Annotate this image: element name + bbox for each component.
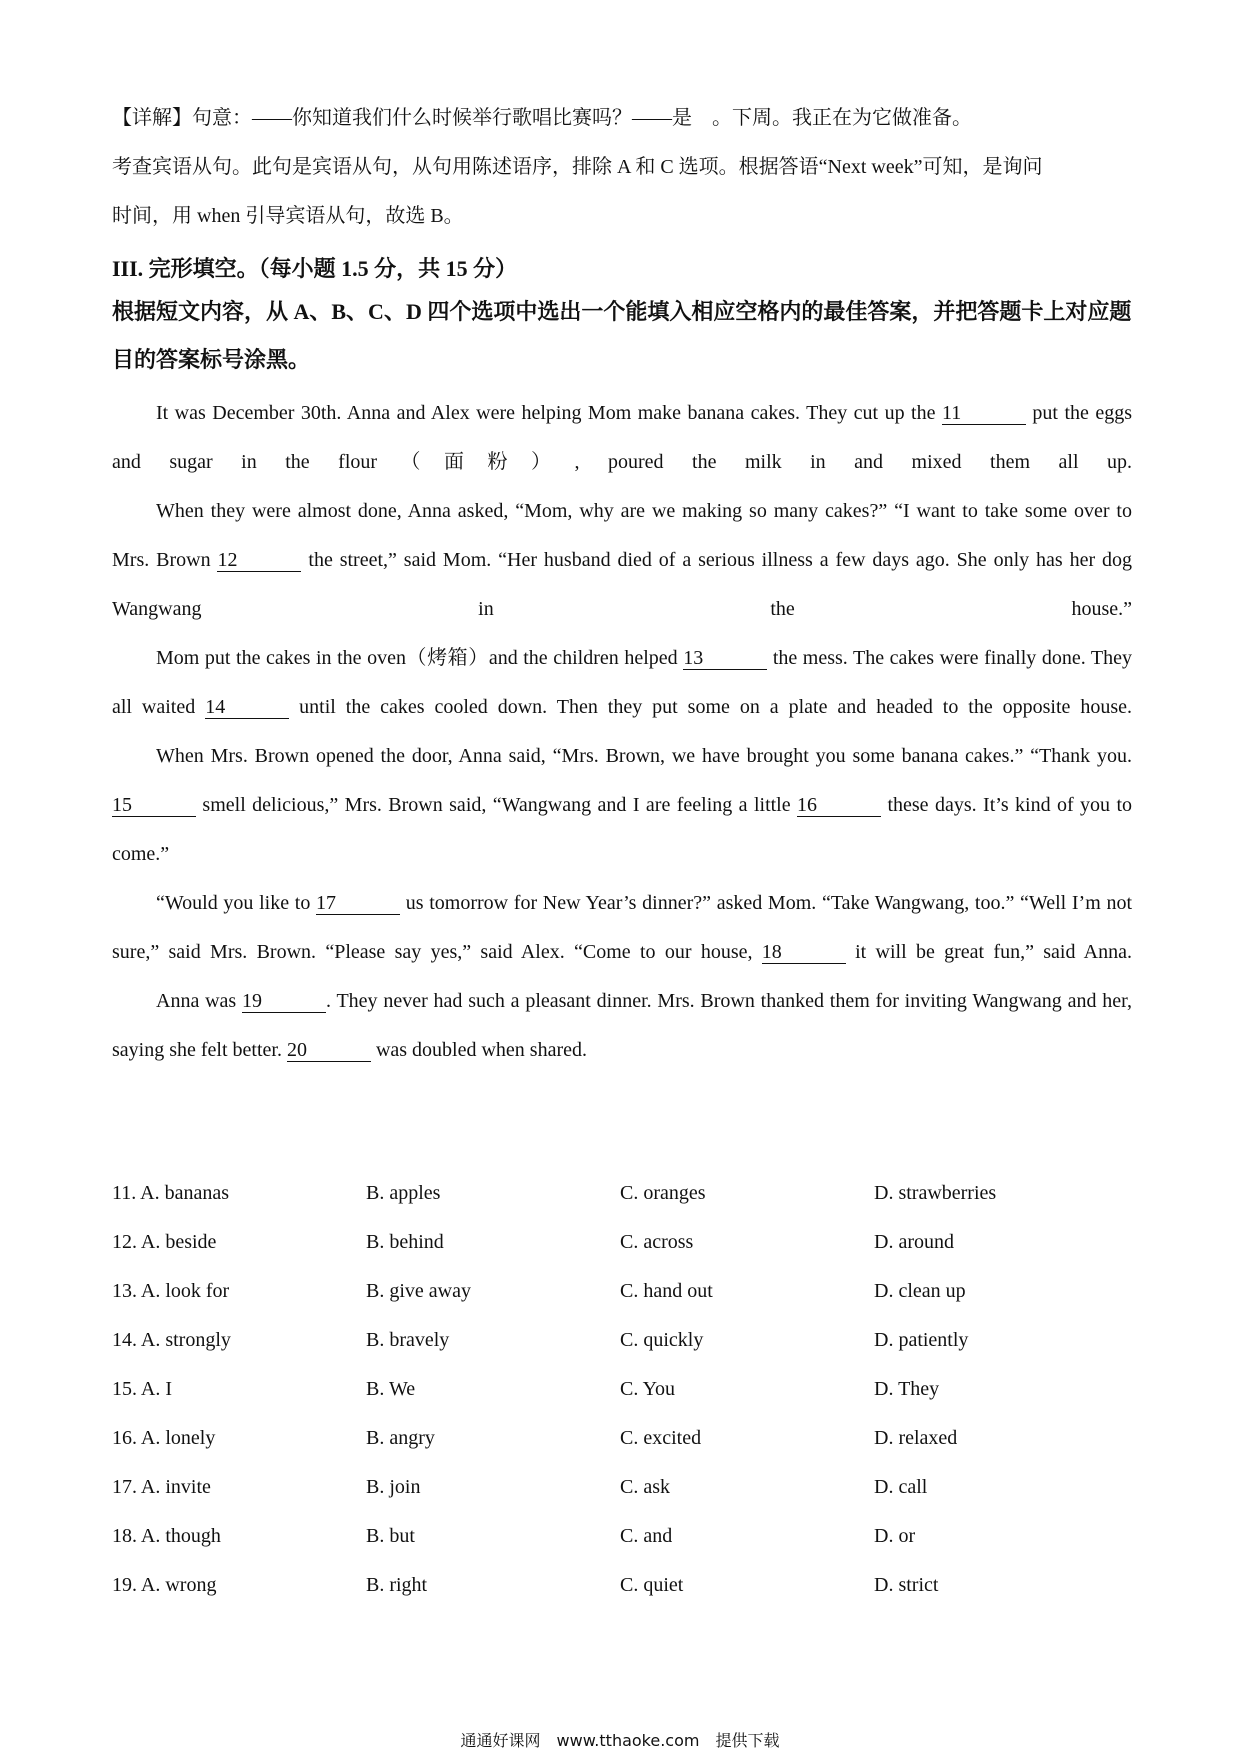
passage-paragraph-6 [112, 977, 1132, 1075]
passage-paragraph-4 [112, 732, 1132, 879]
option-b: B. bravely [366, 1329, 450, 1351]
option-d: D. relaxed [874, 1427, 958, 1449]
option-b: B. We [366, 1378, 416, 1400]
blank-14: 14 [205, 696, 289, 719]
passage-paragraph-2 [112, 487, 1132, 634]
blank-20: 20 [287, 1039, 371, 1062]
option-c: C. ask [620, 1476, 670, 1498]
section-heading: III. 完形填空。（每小题 1.5 分，共 15 分） [112, 256, 518, 281]
option-row-16 [112, 1427, 1132, 1457]
passage-text: the street,” said Mom. “Her husband died of a serious illness a few days ago. She only has her dog Wangwang in the house.” [112, 549, 1133, 620]
option-c: C. quiet [620, 1574, 684, 1596]
option-c: C. You [620, 1378, 676, 1400]
passage-text: until the cakes cooled down. Then they put some on a plate and headed to the opposite house. [299, 696, 1133, 718]
option-row-17 [112, 1476, 1132, 1506]
option-c: C. and [620, 1525, 673, 1547]
option-c: C. oranges [620, 1182, 706, 1204]
passage-text: was doubled when shared. [375, 1039, 588, 1061]
explanation-line-1: 【详解】句意：——你知道我们什么时候举行歌唱比赛吗？——是 。下周。我正在为它做准备。 [112, 107, 972, 129]
option-b: B. behind [366, 1231, 444, 1253]
option-row-18 [112, 1525, 1132, 1555]
passage [112, 389, 1132, 1075]
explanation-line-3: 时间，用 when 引导宾语从句，故选 B。 [112, 205, 464, 227]
page-footer: 通通好课网 www.tthaoke.com 提供下载 [460, 1731, 780, 1750]
option-d: D. They [874, 1378, 940, 1400]
option-b: B. right [366, 1574, 428, 1596]
blank-18: 18 [762, 941, 846, 964]
option-a: 16. A. lonely [112, 1427, 216, 1449]
passage-text: Mom put the cakes in the oven（烤箱）and the children helped [156, 647, 678, 669]
option-row-13 [112, 1280, 1132, 1310]
option-b: B. join [366, 1476, 421, 1498]
option-row-11 [112, 1182, 1132, 1212]
option-c: C. quickly [620, 1329, 704, 1351]
option-a: 18. A. though [112, 1525, 221, 1547]
explanation-line-2: 考查宾语从句。此句是宾语从句，从句用陈述语序，排除 A 和 C 选项。根据答语“Next week”可知，是询问 [112, 156, 1043, 178]
blank-12: 12 [217, 549, 301, 572]
option-a: 12. A. beside [112, 1231, 217, 1253]
option-a: 13. A. look for [112, 1280, 230, 1302]
option-d: D. call [874, 1476, 928, 1498]
passage-text: It was December 30th. Anna and Alex were helping Mom make banana cakes. They cut up the [156, 402, 936, 424]
passage-paragraph-5 [112, 879, 1132, 977]
passage-text: . They never had such a pleasant dinner. Mrs. Brown thanked them for inviting Wangwang and her, saying she felt better. [112, 990, 1132, 1061]
passage-text: Anna was [156, 990, 237, 1012]
blank-11: 11 [942, 402, 1026, 425]
option-row-15 [112, 1378, 1132, 1408]
option-d: D. clean up [874, 1280, 966, 1302]
option-a: 17. A. invite [112, 1476, 211, 1498]
option-b: B. apples [366, 1182, 441, 1204]
option-b: B. angry [366, 1427, 435, 1449]
option-d: D. strict [874, 1574, 939, 1596]
option-row-12 [112, 1231, 1132, 1261]
blank-19: 19 [242, 990, 326, 1013]
passage-text: When they were almost done, Anna asked, “Mom, why are we making so many cakes?” “I want to take some over to Mrs. Brown [112, 500, 1132, 571]
passage-text: it will be great fun,” said Anna. [855, 941, 1133, 963]
passage-paragraph-1 [112, 389, 1132, 487]
option-c: C. excited [620, 1427, 702, 1449]
blank-17: 17 [316, 892, 400, 915]
option-d: D. or [874, 1525, 916, 1547]
option-row-14 [112, 1329, 1132, 1359]
blank-16: 16 [797, 794, 881, 817]
blank-13: 13 [683, 647, 767, 670]
option-a: 15. A. I [112, 1378, 172, 1400]
option-a: 19. A. wrong [112, 1574, 217, 1596]
passage-text: us tomorrow for New Year’s dinner?” asked Mom. “Take Wangwang, too.” “Well I’m not sure,” said Mrs. Brown. “Please say yes,” said Alex. “Come to our house, [112, 892, 1133, 963]
passage-text: these days. It’s kind of you to come.” [112, 794, 1133, 865]
option-a: 14. A. strongly [112, 1329, 231, 1351]
option-b: B. but [366, 1525, 415, 1547]
option-c: C. across [620, 1231, 694, 1253]
option-b: B. give away [366, 1280, 471, 1302]
passage-text: smell delicious,” Mrs. Brown said, “Wangwang and I are feeling a little [202, 794, 791, 816]
passage-text: put the eggs and sugar in the flour（面粉）, poured the milk in and mixed them all up. [112, 402, 1133, 473]
option-a: 11. A. bananas [112, 1182, 230, 1204]
option-d: D. around [874, 1231, 954, 1253]
passage-text: When Mrs. Brown opened the door, Anna said, “Mrs. Brown, we have brought you some banana cakes.” “Thank you. [156, 745, 1132, 767]
option-row-19 [112, 1574, 1132, 1604]
passage-text: “Would you like to [156, 892, 311, 914]
section-instruction: 根据短文内容，从 A、B、C、D 四个选项中选出一个能填入相应空格内的最佳答案，并把答题卡上对应题目的答案标号涂黑。 [112, 299, 1132, 372]
passage-paragraph-3 [112, 634, 1132, 732]
passage-text: the mess. The cakes were finally done. They all waited [112, 647, 1133, 718]
option-d: D. patiently [874, 1329, 969, 1351]
option-d: D. strawberries [874, 1182, 997, 1204]
blank-15: 15 [112, 794, 196, 817]
option-c: C. hand out [620, 1280, 713, 1302]
